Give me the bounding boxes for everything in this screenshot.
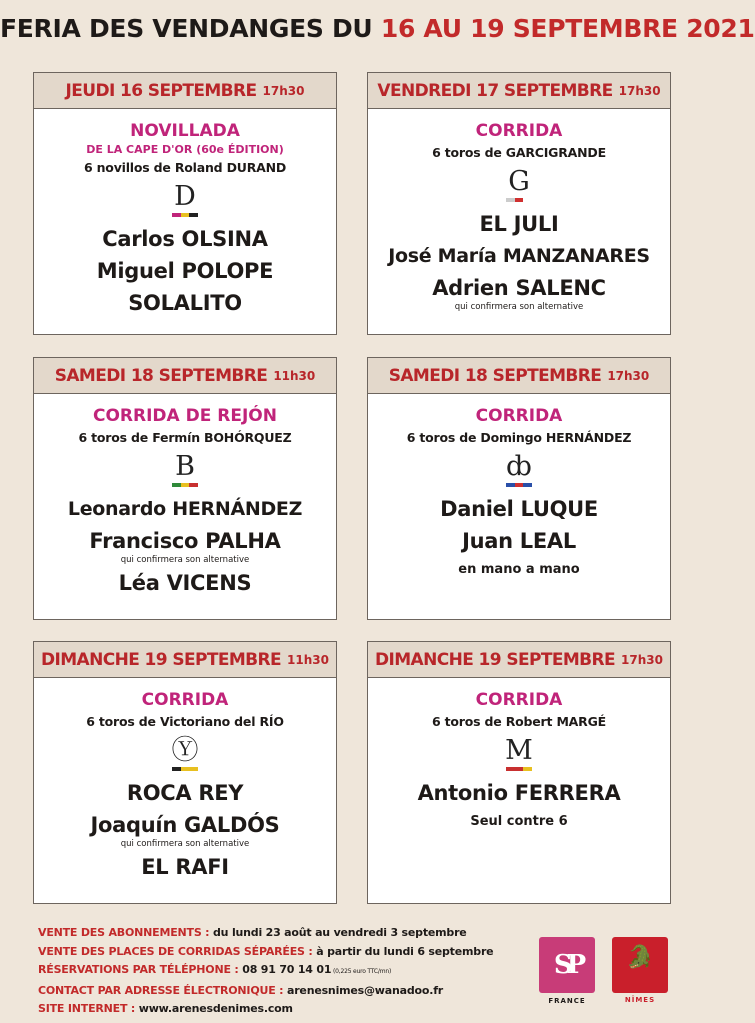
event-time: 17h30	[607, 368, 650, 383]
alternative-note: qui confirmera son alternative	[120, 839, 250, 849]
B-brand-icon: B	[169, 453, 201, 487]
ranch-colors-flag	[506, 198, 532, 202]
page-title	[0, 14, 755, 43]
event-date-header	[34, 73, 336, 109]
event-card	[33, 72, 337, 335]
matador-name: Joaquín GALDÓS	[90, 813, 280, 837]
event-ranch: 6 toros de GARCIGRANDE	[432, 145, 606, 160]
footer-line-subscriptions: VENTE DES ABONNEMENTS : du lundi 23 août au vendredi 3 septembre	[38, 926, 467, 939]
footer-info	[38, 924, 493, 1019]
ranch-colors-flag	[506, 767, 532, 771]
event-type: CORRIDA DE REJÓN	[93, 406, 277, 426]
matador-name: Antonio FERRERA	[417, 781, 621, 805]
event-time: 17h30	[621, 652, 663, 667]
event-day: DIMANCHE 19 SEPTEMBRE	[40, 649, 282, 670]
sp-france-caption: FRANCE	[548, 997, 586, 1005]
M-crown-brand-icon: M	[503, 737, 535, 771]
event-day: JEUDI 16 SEPTEMBRE	[65, 80, 257, 101]
ranch-colors-flag	[506, 483, 532, 487]
event-ranch: 6 toros de Fermín BOHÓRQUEZ	[78, 430, 292, 445]
event-time: 11h30	[287, 652, 329, 667]
matador-name: ROCA REY	[126, 781, 244, 805]
sp-france-logo	[539, 937, 595, 993]
event-type: CORRIDA	[475, 690, 563, 710]
matador-name: Leonardo HERNÁNDEZ	[67, 498, 303, 520]
matador-name: Miguel POLOPE	[96, 259, 274, 283]
nimes-caption: NÎMES	[624, 996, 656, 1004]
matador-name: SOLALITO	[128, 291, 242, 315]
event-type: CORRIDA	[475, 121, 563, 141]
event-card	[367, 357, 671, 620]
ranch-colors-flag	[172, 213, 198, 217]
matador-name: Carlos OLSINA	[102, 227, 268, 251]
event-card	[33, 641, 337, 904]
event-type: NOVILLADA	[130, 121, 240, 141]
matador-name: Daniel LUQUE	[440, 497, 598, 521]
footer-line-single-tickets: VENTE DES PLACES DE CORRIDAS SÉPARÉES : à partir du lundi 6 septembre	[38, 944, 494, 958]
alternative-note: qui confirmera son alternative	[454, 302, 584, 312]
matador-name: Francisco PALHA	[89, 529, 281, 553]
event-time: 17h30	[618, 83, 661, 98]
event-day: SAMEDI 18 SEPTEMBRE	[388, 365, 602, 386]
sp-monogram: SP	[553, 950, 581, 980]
event-card	[33, 357, 337, 620]
event-type: CORRIDA	[141, 690, 229, 710]
ranch-colors-flag	[172, 483, 198, 487]
G-brand-icon: G	[503, 168, 535, 202]
matador-name: EL RAFI	[141, 855, 229, 879]
event-date-header	[34, 358, 336, 394]
title-dates: 16 AU 19 SEPTEMBRE 2021	[380, 14, 755, 43]
event-card	[367, 72, 671, 335]
event-date-header	[34, 642, 336, 678]
event-ranch: 6 toros de Victoriano del RÍO	[86, 714, 284, 729]
alternative-note: qui confirmera son alternative	[120, 555, 250, 565]
footer-line-phone: RÉSERVATIONS PAR TÉLÉPHONE : 08 91 70 14 01 (0,225 euro TTC/mn)	[38, 963, 392, 976]
event-date-header	[368, 73, 670, 109]
footer-line-email[interactable]: CONTACT PAR ADRESSE ÉLECTRONIQUE : arenesnimes@wanadoo.fr	[38, 983, 444, 997]
event-time: 11h30	[273, 368, 316, 383]
ranch-colors-flag	[172, 767, 198, 771]
event-day: SAMEDI 18 SEPTEMBRE	[54, 365, 268, 386]
event-subtitle: DE LA CAPE D'OR (60e ÉDITION)	[86, 143, 284, 156]
event-time: 17h30	[262, 83, 305, 98]
event-extra-note: Seul contre 6	[470, 814, 568, 829]
matador-name: Léa VICENS	[118, 571, 252, 595]
footer-line-website[interactable]: SITE INTERNET : www.arenesdenimes.com	[38, 1002, 293, 1015]
matador-name: Juan LEAL	[462, 529, 576, 553]
matador-name: Adrien SALENC	[432, 276, 606, 300]
crocodile-palm-icon: 🐊	[626, 945, 654, 970]
event-card	[367, 641, 671, 904]
circle-brand-icon: ȸ	[503, 453, 535, 487]
event-date-header	[368, 358, 670, 394]
event-ranch: 6 toros de Robert MARGÉ	[431, 714, 606, 729]
event-day: DIMANCHE 19 SEPTEMBRE	[374, 649, 616, 670]
Y-circle-brand-icon: Ⓨ	[169, 737, 201, 771]
event-date-header	[368, 642, 670, 678]
matador-name: José María MANZANARES	[388, 245, 650, 267]
event-extra-note: en mano a mano	[458, 562, 580, 577]
event-type: CORRIDA	[475, 406, 563, 426]
event-ranch: 6 toros de Domingo HERNÁNDEZ	[406, 430, 632, 445]
event-day: VENDREDI 17 SEPTEMBRE	[377, 80, 613, 101]
title-main: FERIA DES VENDANGES DU	[0, 14, 373, 43]
matador-name: EL JULI	[479, 212, 559, 236]
nimes-logo	[612, 937, 668, 993]
D-brand-icon: D	[169, 183, 201, 217]
event-ranch: 6 novillos de Roland DURAND	[83, 160, 287, 175]
